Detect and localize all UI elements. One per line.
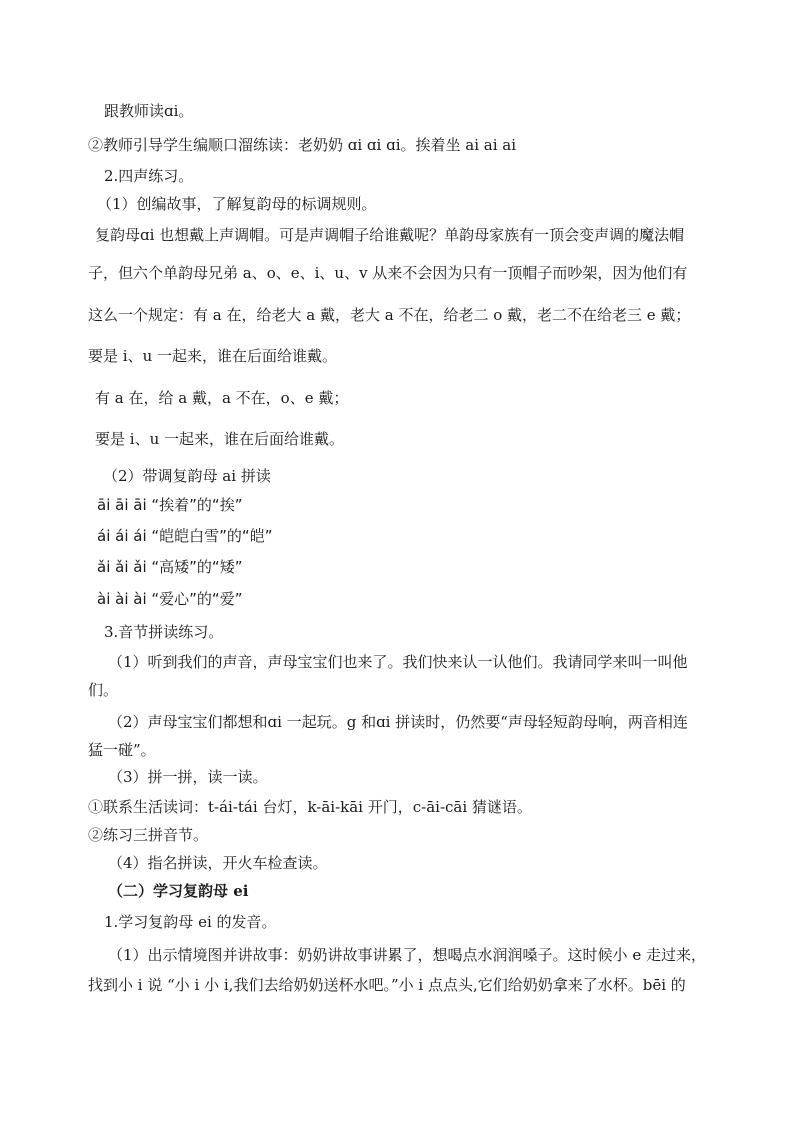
text-line: （4）指名拼读，开火车检查读。 [108,854,328,872]
text-line: 这么一个规定：有 a 在，给老大 a 戴，老大 a 不在，给老二 o 戴，老二不在给老三 e 戴； [88,306,691,324]
pinyin-row: ài ài ài “爱心”的“爱” [97,590,243,608]
text-line: ②教师引导学生编顺口溜练读：老奶奶 ɑi ɑi ɑi。挨着坐 ai ai ai [88,136,517,154]
section-heading: 1.学习复韵母 ei 的发音。 [104,913,277,931]
text-line: 猛一碰”。 [88,741,156,759]
text-line: 跟教师读ɑi。 [104,102,194,120]
pinyin-row: ái ái ái “皑皑白雪”的“皑” [97,527,273,545]
text-line: 要是 i、u 一起来，谁在后面给谁戴。 [95,430,344,448]
subsection-heading: （1）创编故事，了解复韵母的标调规则。 [97,195,377,213]
text-line: 要是 i、u 一起来，谁在后面给谁戴。 [88,347,337,365]
text-line: （1）听到我们的声音，声母宝宝们也来了。我们快来认一认他们。我请同学来叫一叫他 [108,653,688,671]
subsection-heading: （2）带调复韵母 ai 拼读 [103,467,271,485]
pinyin-row: ǎi ǎi ǎi “高矮”的“矮” [97,558,243,576]
text-line: 们。 [88,681,119,699]
text-line: （1）出示情境图并讲故事：奶奶讲故事讲累了，想喝点水润润嗓子。这时候小 e 走过来， [108,946,706,964]
section-heading: 3.音节拼读练习。 [104,623,224,641]
text-line: ①联系生活读词：t-ái-tái 台灯，k-āi-kāi 开门，c-āi-cāi 猜谜语。 [88,798,532,816]
section-heading: （二）学习复韵母 ei [108,882,249,900]
text-line: 有 a 在，给 a 戴，a 不在，o、e 戴； [95,389,349,407]
text-line: （3）拼一拼，读一读。 [108,768,268,786]
text-line: 子，但六个单韵母兄弟 a、o、e、i、u、v 从来不会因为只有一顶帽子而吵架，因为他们有 [88,264,688,282]
text-line: 复韵母ɑi 也想戴上声调帽。可是声调帽子给谁戴呢？单韵母家族有一顶会变声调的魔法帽 [95,226,685,244]
pinyin-row: āi āi āi “挨着”的“挨” [97,496,243,514]
text-line: 找到小 i 说 “小 i 小 i,我们去给奶奶送杯水吧。”小 i 点点头,它们给奶奶拿来了水杯。bēi 的 [88,976,686,994]
text-line: ②练习三拼音节。 [88,826,209,844]
section-heading: 2.四声练习。 [104,167,194,185]
text-line: （2）声母宝宝们都想和ɑi 一起玩。g 和ɑi 拼读时，仍然要“声母轻短韵母响，两音相连 [108,713,688,731]
